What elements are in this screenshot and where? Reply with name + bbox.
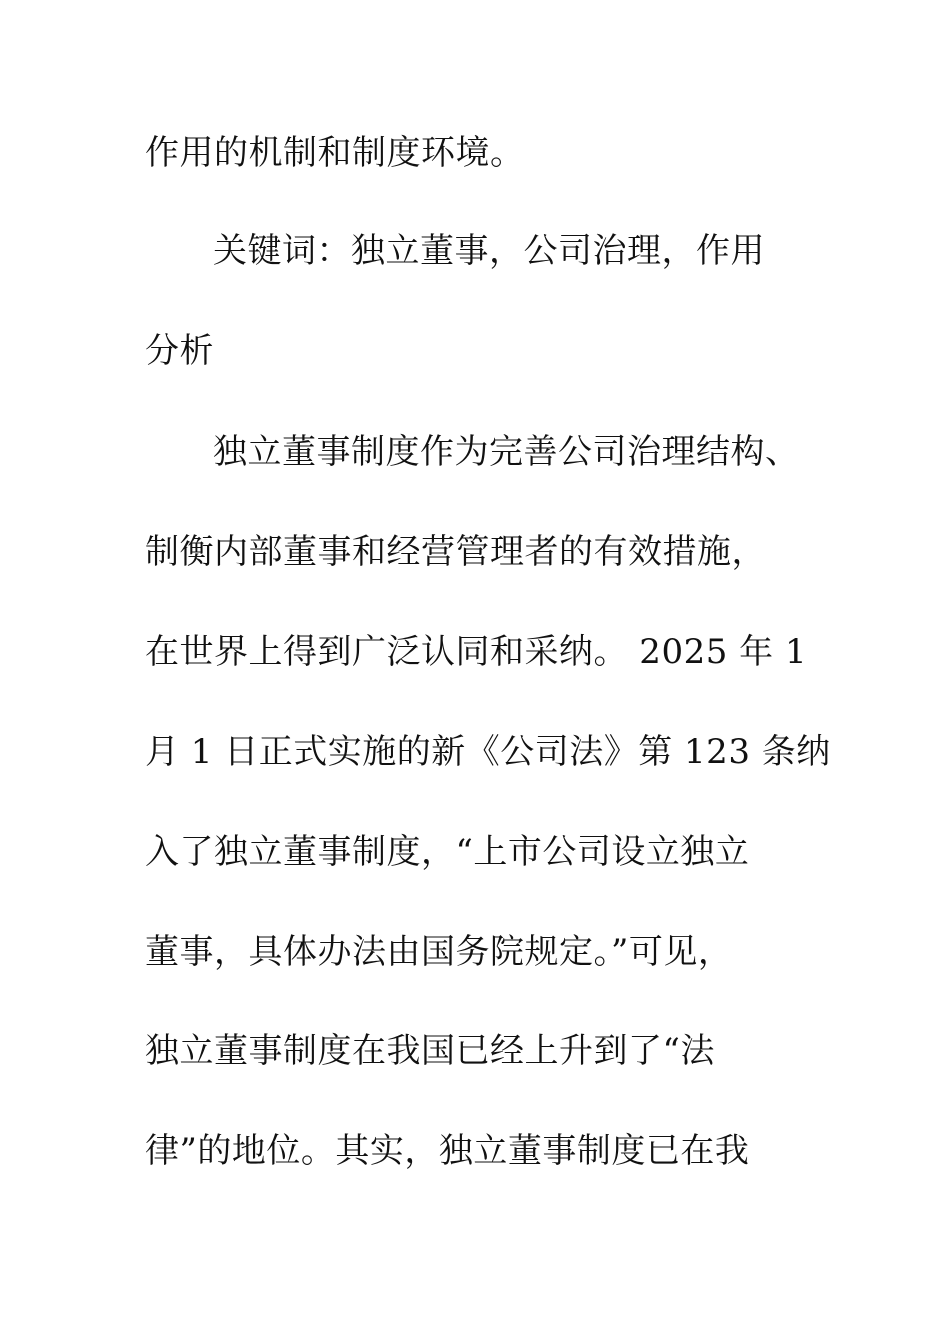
- text-line-10: 独立董事制度在我国已经上升到了“法: [145, 1031, 715, 1071]
- text-line-1: 作用的机制和制度环境。: [145, 133, 525, 173]
- paragraph-start-line: 独立董事制度作为完善公司治理结构、: [213, 432, 800, 472]
- text-line-7: 月 1 日正式实施的新《公司法》第 123 条纳: [145, 732, 831, 772]
- keywords-line: 关键词：独立董事，公司治理，作用: [213, 231, 765, 271]
- text-line-11: 律”的地位。其实，独立董事制度已在我: [145, 1131, 750, 1171]
- text-line-6: 在世界上得到广泛认同和采纳。 2025 年 1: [145, 632, 808, 672]
- text-line-8: 入了独立董事制度，“上市公司设立独立: [145, 832, 750, 872]
- text-line-3: 分析: [145, 331, 214, 371]
- text-line-5: 制衡内部董事和经营管理者的有效措施，: [145, 532, 766, 572]
- text-line-9: 董事，具体办法由国务院规定。”可见，: [145, 932, 733, 972]
